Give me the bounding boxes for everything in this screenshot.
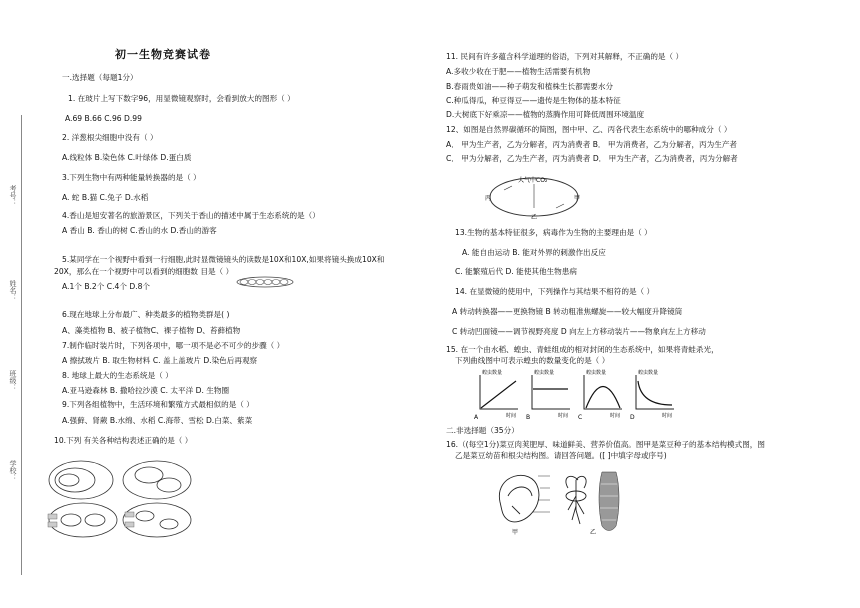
q2-stem: 2. 洋葱根尖细胞中没有（ ） [62, 133, 158, 142]
q9-options: A.强藓、肾蕨 B.水绵、水稻 C.海带、雪松 D.白菜、紫菜 [62, 416, 253, 425]
q5-options: A.1个 B.2个 C.4个 D.8个 [62, 282, 151, 291]
q15-population-graphs [468, 367, 680, 423]
graph-b-xlabel: 时间 [558, 413, 569, 419]
section2-heading: 二.非选择题（35分） [446, 426, 519, 435]
graph-c-ylabel: 蝗虫数量 [586, 370, 607, 376]
graph-d-letter: D [630, 414, 635, 421]
section1-heading: 一.选择题（每题1分） [62, 73, 138, 82]
q13-options-ab: A. 能自由运动 B. 能对外界的刺激作出反应 [462, 248, 606, 257]
q6-options: A、藻类植物 B、被子植物C、裸子植物 D、苔藓植物 [62, 326, 241, 335]
figure-a-caption: 甲 [512, 529, 519, 536]
q6-stem: 6.现在地球上分布最广、种类最多的植物类群是( ) [62, 310, 230, 319]
q13-stem: 13.生物的基本特征很多，病毒作为生物的主要理由是（ ） [455, 228, 652, 237]
q5-line2: 20X，那么在一个视野中可以看到的细胞数 目是（ ） [54, 267, 234, 276]
q11-stem: 11. 民间有许多蕴含科学道理的俗语，下列对其解释，不正确的是（ ） [446, 52, 684, 61]
binding-line [21, 115, 22, 575]
carbon-cycle-bottom-label: 乙 [531, 214, 538, 221]
q16-line2: 乙是菜豆幼苗和根尖结构图。请回答问题。([ ]中填字母或序号) [455, 451, 667, 460]
carbon-cycle-left-label: 丙 [485, 195, 492, 202]
q11-option-d: D.大树底下好乘凉——植物的蒸腾作用可降低周围环境温度 [446, 110, 645, 119]
graph-d-xlabel: 时间 [662, 413, 673, 419]
q1-options: A.69 B.66 C.96 D.99 [65, 114, 142, 123]
q12-options-cd: C． 甲为分解者，乙为生产者，丙为消费者 D． 甲为生产者，乙为消费者，丙为分解者 [446, 154, 738, 163]
class-label: 班级： [9, 370, 17, 391]
q14-options-cd: C 转动凹面镜——调节视野亮度 D 向左上方移动装片——物象向左上方移动 [452, 327, 706, 336]
q8-stem: 8. 地球上最大的生态系统是（ ） [62, 371, 173, 380]
carbon-cycle-center-label: 大气中CO₂ [518, 177, 548, 184]
q11-option-c: C.种瓜得瓜，种豆得豆——遗传是生物体的基本特征 [446, 96, 621, 105]
q13-options-cd: C. 能繁殖后代 D. 能使其他生物患病 [455, 267, 577, 276]
q5-line1: 5.某同学在一个视野中看到一行细胞,此时显微镜镜头的读数是10X和10X,如果将镜头换成10X和 [62, 255, 385, 264]
carbon-cycle-diagram [484, 172, 584, 222]
q7-stem: 7.制作临时装片时，下列各项中，哪一项不是必不可少的步骤（ ） [62, 341, 285, 350]
q9-stem: 9.下列各组植物中，生活环境和繁殖方式最相似的是（ ） [62, 400, 254, 409]
q1-stem: 1. 在玻片上写下数字96，用显微镜观察时，会看到放大的图形（ ） [68, 94, 295, 103]
q3-options: A. 蛇 B.猫 C.兔子 D.水稻 [62, 193, 149, 202]
figure-b-caption: 乙 [590, 529, 597, 536]
q11-option-b: B.春雨贵如油——种子萌发和植株生长都需要水分 [446, 82, 614, 91]
graph-b-ylabel: 蝗虫数量 [534, 370, 555, 376]
q3-stem: 3.下列生物中有两种能量转换器的是（ ） [62, 173, 201, 182]
q10-stem: 10.下列 有关各种结构表述正确的是（ ） [54, 436, 193, 445]
q15-line2: 下列曲线图中可表示蝗虫的数量变化的是（ ） [455, 356, 610, 365]
q12-stem: 12、如图是自然界碳循环的简图，图中甲、乙、丙各代表生态系统中的哪种成分（ ） [446, 125, 732, 134]
graph-b-letter: B [526, 414, 531, 421]
school-label: 学校： [9, 460, 17, 481]
carbon-cycle-right-label: 甲 [574, 195, 581, 202]
q14-options-ab: A 转动转换器——更换物镜 B 转动粗准焦螺旋——较大幅度升降镜筒 [452, 307, 683, 316]
q8-options: A.亚马逊森林 B. 撒哈拉沙漠 C. 太平洋 D. 生物圈 [62, 386, 230, 395]
bean-seed-and-seedling-figure [490, 466, 640, 538]
q12-options-ab: A． 甲为生产者，乙为分解者，丙为消费者 B． 甲为消费者，乙为分解者，丙为生产者 [446, 140, 738, 149]
q4-options: A 香山 B. 香山的树 C.香山的水 D.香山的游客 [62, 226, 217, 235]
q16-line1: 16.（(每空1分)菜豆肉荚肥厚、味道鲜美、营养价值高。图甲是菜豆种子的基本结构模式图，图 [446, 440, 765, 449]
q7-options: A 擦拭玻片 B. 取生物材料 C. 盖上盖玻片 D.染色后再观察 [62, 356, 258, 365]
graph-a-xlabel: 时间 [506, 413, 517, 419]
cell-row-figure [236, 276, 294, 288]
q2-options: A.线粒体 B.染色体 C.叶绿体 D.蛋白质 [62, 153, 192, 162]
q4-stem: 4.香山是旭安著名的旅游景区，下列关于香山的描述中属于生态系统的是（） [62, 211, 320, 220]
exam-no-label: 考号： [9, 185, 17, 206]
page-title: 初一生物竞赛试卷 [115, 48, 211, 61]
graph-d-ylabel: 蝗虫数量 [638, 370, 659, 376]
q11-option-a: A.多收少收在于肥——植物生活需要有机物 [446, 67, 591, 76]
graph-c-xlabel: 时间 [610, 413, 621, 419]
q14-stem: 14. 在显微镜的使用中，下列操作与其结果不相符的是（ ） [455, 287, 655, 296]
q15-line1: 15. 在一个由水稻、蝗虫、青蛙组成的相对封闭的生态系统中，如果将青蛙杀光， [446, 345, 719, 354]
graph-a-ylabel: 蝗虫数量 [482, 370, 503, 376]
graph-c-letter: C [578, 414, 583, 421]
graph-a-letter: A [474, 414, 479, 421]
q10-structure-diagrams [45, 458, 195, 540]
name-label: 姓名： [9, 280, 17, 301]
